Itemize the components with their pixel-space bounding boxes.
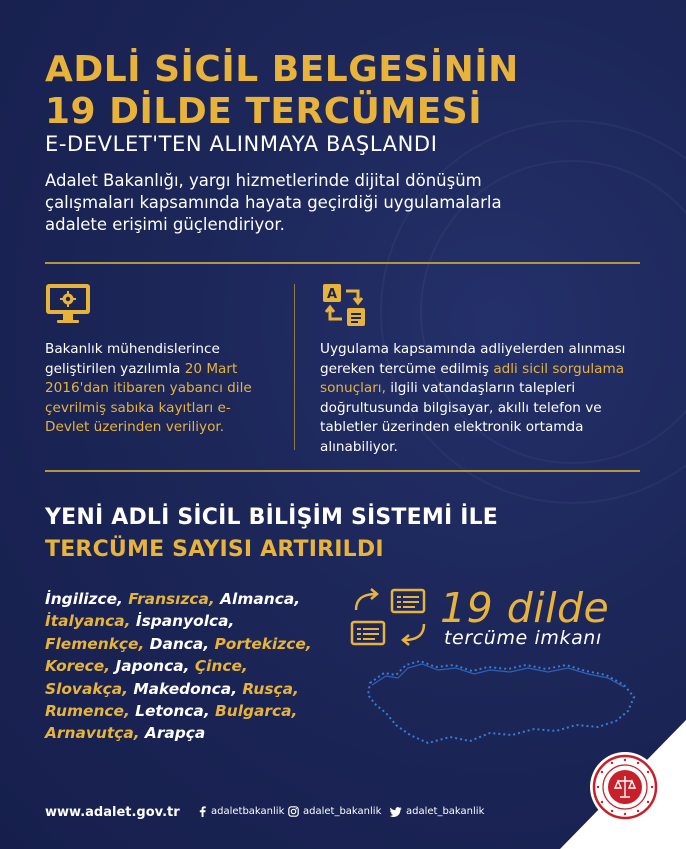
- language-row: [45, 588, 345, 610]
- section-heading-line-1: YENİ ADLİ SİCİL BİLİŞİM SİSTEMİ İLE: [45, 505, 499, 530]
- twitter-handle: adalet_bakanlik: [406, 806, 485, 817]
- instagram-icon: [288, 806, 299, 817]
- twitter-icon: [390, 807, 402, 817]
- language-row: [45, 655, 345, 677]
- chat-exchange-icon: [350, 588, 430, 652]
- language-row: [45, 700, 345, 722]
- language-item: Slovakça,: [45, 679, 128, 698]
- website-link[interactable]: www.adalet.gov.tr: [45, 805, 180, 820]
- highlight-small-text: tercüme imkanı: [444, 627, 602, 649]
- left-column-text: [45, 340, 265, 438]
- language-item: Arnavutça,: [45, 724, 140, 743]
- instagram-link[interactable]: [288, 806, 381, 817]
- column-divider: [294, 284, 295, 450]
- language-row: [45, 633, 345, 655]
- right-column-text: [320, 340, 638, 457]
- language-list: [45, 588, 345, 745]
- left-text-gold: 20 Mart 2016'dan itibaren yabancı dile çevrilmiş sabıka kayıtları e-Devlet üzerinden veriliyor.: [45, 360, 252, 435]
- language-item: Fransızca,: [128, 590, 215, 608]
- title-line-2: 19 DİLDE TERCÜMESİ: [45, 91, 483, 132]
- language-item: Portekizce,: [214, 634, 312, 653]
- language-item: Korece,: [45, 657, 111, 676]
- language-item: İtalyanca,: [45, 612, 131, 631]
- language-item: Rumence,: [45, 702, 130, 721]
- facebook-link[interactable]: [198, 806, 284, 817]
- twitter-link[interactable]: [390, 806, 484, 817]
- divider-bottom: [45, 470, 640, 472]
- language-item: Almanca,: [220, 590, 301, 608]
- right-text-white-1: Uygulama kapsamında adliyelerden alınması gereken tercüme edilmiş: [320, 341, 626, 377]
- language-item: İspanyolca,: [135, 612, 235, 631]
- language-item: Letonca,: [135, 702, 210, 721]
- instagram-handle: adalet_bakanlik: [303, 806, 382, 817]
- svg-text:A: A: [326, 287, 338, 302]
- language-row: [45, 722, 345, 744]
- language-row: [45, 610, 345, 632]
- subtitle: E-DEVLET'TEN ALINMAYA BAŞLANDI: [45, 132, 438, 156]
- section-heading-line-2: TERCÜME SAYISI ARTIRILDI: [45, 537, 384, 562]
- language-item: Bulgarca,: [215, 702, 298, 721]
- right-text-gold: adli sicil sorgulama sonuçları,: [320, 360, 625, 396]
- language-item: Flemenkçe,: [45, 634, 145, 653]
- left-text-white: Bakanlık mühendislerince geliştirilen yazılımla: [45, 341, 220, 377]
- intro-paragraph: Adalet Bakanlığı, yargı hizmetlerinde dijital dönüşüm çalışmaları kapsamında hayata geçirdiği uygulamalarla adalete erişimi güçlendiriyor.: [45, 171, 502, 234]
- ministry-seal-icon: [590, 752, 660, 822]
- facebook-handle: adaletbakanlik: [211, 806, 285, 817]
- language-row: [45, 678, 345, 700]
- language-item: Rusça,: [242, 679, 299, 698]
- language-item: İngilizce,: [45, 590, 123, 608]
- right-text-white-2: ilgili vatandaşların talepleri doğrultusunda bilgisayar, akıllı telefon ve tabletler üzerinden elektronik ortamda alınabiliyor.: [320, 380, 602, 455]
- language-item: Çince,: [194, 657, 248, 676]
- facebook-icon: [198, 806, 207, 817]
- language-item: Makedonca,: [133, 679, 238, 698]
- title-line-1: ADLİ SİCİL BELGESİNİN: [45, 49, 519, 90]
- computer-gear-icon: [45, 283, 91, 329]
- highlight-big-text: 19 dilde: [440, 584, 610, 632]
- translate-documents-icon: [322, 283, 366, 331]
- language-item: Japonca,: [115, 657, 190, 676]
- language-item: Arapça: [144, 724, 206, 743]
- divider-top: [45, 262, 640, 264]
- language-item: Danca,: [149, 634, 210, 653]
